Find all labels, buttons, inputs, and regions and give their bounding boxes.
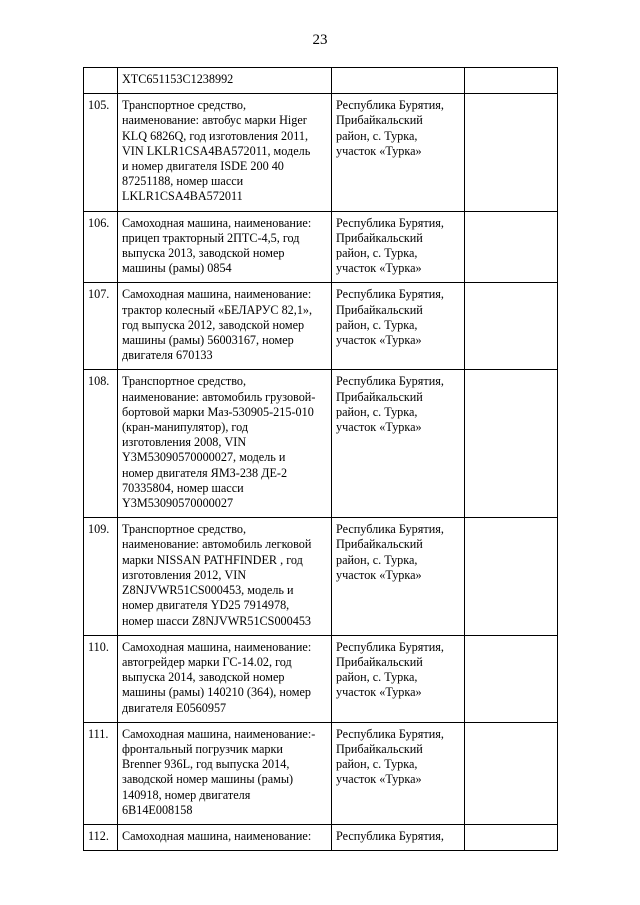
item-description xyxy=(118,370,332,518)
location-line: Прибайкальский xyxy=(336,389,423,404)
item-number xyxy=(84,68,118,94)
description-line: марки NISSAN PATHFINDER , год xyxy=(122,552,303,567)
item-description xyxy=(118,211,332,283)
item-location xyxy=(332,211,465,283)
location-line: участок «Турка» xyxy=(336,685,422,700)
item-location xyxy=(332,824,465,850)
item-extra xyxy=(465,94,558,211)
description-line: 87251188, номер шасси xyxy=(122,174,244,189)
description-line: машины (рамы) 56003167, номер xyxy=(122,333,294,348)
item-number: 110. xyxy=(84,635,118,722)
description-line: 140918, номер двигателя xyxy=(122,787,251,802)
description-line: Самоходная машина, наименование: xyxy=(122,215,312,230)
description-line: VIN LKLR1CSA4BA572011, модель xyxy=(122,143,311,158)
description-line: наименование: автомобиль грузовой- xyxy=(122,389,316,404)
item-number: 107. xyxy=(84,283,118,370)
description-line: бортовой марки Маз-530905-215-010 xyxy=(122,404,314,419)
description-line: Самоходная машина, наименование: xyxy=(122,828,312,843)
property-table xyxy=(83,67,558,851)
description-line: заводской номер машины (рамы) xyxy=(122,772,294,787)
location-line: участок «Турка» xyxy=(336,567,422,582)
description-line: год выпуска 2012, заводской номер xyxy=(122,317,305,332)
description-line: изготовления 2012, VIN xyxy=(122,567,247,582)
location-line: Республика Бурятия, xyxy=(336,287,444,302)
location-line: Республика Бурятия, xyxy=(336,522,444,537)
item-description xyxy=(118,283,332,370)
item-extra xyxy=(465,518,558,635)
location-line: район, с. Турка, xyxy=(336,404,418,419)
item-number: 105. xyxy=(84,94,118,211)
description-line: (кран-манипулятор), год xyxy=(122,420,249,435)
item-location xyxy=(332,283,465,370)
description-line: Y3M53090570000027 xyxy=(122,496,234,511)
location-line: район, с. Турка, xyxy=(336,757,418,772)
location-line: Прибайкальский xyxy=(336,230,423,245)
item-location xyxy=(332,94,465,211)
description-line: двигателя E0560957 xyxy=(122,700,227,715)
description-line: 6B14E008158 xyxy=(122,802,193,817)
item-extra xyxy=(465,722,558,824)
description-line: двигателя 670133 xyxy=(122,348,213,363)
table-row xyxy=(84,68,558,94)
item-description xyxy=(118,518,332,635)
table-row xyxy=(84,283,558,370)
description-line: Транспортное средство, xyxy=(122,522,247,537)
item-description xyxy=(118,824,332,850)
location-line: Республика Бурятия, xyxy=(336,374,444,389)
location-line: Республика Бурятия, xyxy=(336,98,444,113)
description-line: Brenner 936L, год выпуска 2014, xyxy=(122,757,290,772)
description-line: Самоходная машина, наименование: xyxy=(122,639,312,654)
description-line: Y3M53090570000027, модель и xyxy=(122,450,286,465)
item-location xyxy=(332,518,465,635)
location-line: Республика Бурятия, xyxy=(336,726,444,741)
description-line: Транспортное средство, xyxy=(122,98,247,113)
description-line: Самоходная машина, наименование:- xyxy=(122,726,316,741)
item-location xyxy=(332,68,465,94)
description-line: номер шасси Z8NJVWR51CS000453 xyxy=(122,613,312,628)
description-line: Самоходная машина, наименование: xyxy=(122,287,312,302)
item-description xyxy=(118,94,332,211)
description-line: LKLR1CSA4BA572011 xyxy=(122,189,243,204)
item-extra xyxy=(465,635,558,722)
table-row xyxy=(84,824,558,850)
description-line: автогрейдер марки ГС-14.02, год xyxy=(122,654,292,669)
location-line: район, с. Турка, xyxy=(336,317,418,332)
item-description xyxy=(118,635,332,722)
table-row xyxy=(84,370,558,518)
location-line: Республика Бурятия, xyxy=(336,639,444,654)
item-extra xyxy=(465,370,558,518)
location-line: Прибайкальский xyxy=(336,302,423,317)
description-line: 70335804, номер шасси xyxy=(122,480,244,495)
item-number: 112. xyxy=(84,824,118,850)
location-line: Прибайкальский xyxy=(336,741,423,756)
location-line: Республика Бурятия, xyxy=(336,828,444,843)
table-row xyxy=(84,211,558,283)
location-line: район, с. Турка, xyxy=(336,246,418,261)
description-line: номер двигателя ЯМЗ-238 ДЕ-2 xyxy=(122,465,288,480)
item-description xyxy=(118,722,332,824)
location-line: район, с. Турка, xyxy=(336,552,418,567)
location-line: район, с. Турка, xyxy=(336,670,418,685)
item-number: 109. xyxy=(84,518,118,635)
item-number: 108. xyxy=(84,370,118,518)
location-line: Республика Бурятия, xyxy=(336,215,444,230)
page-number: 23 xyxy=(312,32,328,48)
item-extra xyxy=(465,211,558,283)
description-line: Z8NJVWR51CS000453, модель и xyxy=(122,583,294,598)
property-table-body xyxy=(84,68,558,851)
item-number: 106. xyxy=(84,211,118,283)
description-line: и номер двигателя ISDE 200 40 xyxy=(122,159,284,174)
description-line: фронтальный погрузчик марки xyxy=(122,741,283,756)
location-line: участок «Турка» xyxy=(336,143,422,158)
description-line: KLQ 6826Q, год изготовления 2011, xyxy=(122,128,309,143)
description-line: машины (рамы) 0854 xyxy=(122,261,232,276)
item-extra xyxy=(465,68,558,94)
item-location xyxy=(332,635,465,722)
description-line: наименование: автомобиль легковой xyxy=(122,537,312,552)
item-number: 111. xyxy=(84,722,118,824)
table-row xyxy=(84,722,558,824)
description-line: XTC651153C1238992 xyxy=(122,72,234,86)
description-line: трактор колесный «БЕЛАРУС 82,1», xyxy=(122,302,313,317)
item-location xyxy=(332,722,465,824)
location-line: Прибайкальский xyxy=(336,654,423,669)
table-row xyxy=(84,518,558,635)
description-line: выпуска 2014, заводской номер xyxy=(122,670,285,685)
description-line: номер двигателя YD25 7914978, xyxy=(122,598,290,613)
description-line: изготовления 2008, VIN xyxy=(122,435,247,450)
description-line: выпуска 2013, заводской номер xyxy=(122,246,285,261)
location-line: участок «Турка» xyxy=(336,772,422,787)
location-line: участок «Турка» xyxy=(336,333,422,348)
description-line: прицеп тракторный 2ПТС-4,5, год xyxy=(122,230,300,245)
location-line: участок «Турка» xyxy=(336,261,422,276)
description-line: машины (рамы) 140210 (364), номер xyxy=(122,685,311,700)
item-extra xyxy=(465,824,558,850)
item-description xyxy=(118,68,332,94)
item-extra xyxy=(465,283,558,370)
location-line: Прибайкальский xyxy=(336,537,423,552)
table-row xyxy=(84,635,558,722)
location-line: участок «Турка» xyxy=(336,420,422,435)
location-line: Прибайкальский xyxy=(336,113,423,128)
table-row xyxy=(84,94,558,211)
description-line: наименование: автобус марки Higer xyxy=(122,113,307,128)
item-location xyxy=(332,370,465,518)
description-line: Транспортное средство, xyxy=(122,374,247,389)
location-line: район, с. Турка, xyxy=(336,128,418,143)
